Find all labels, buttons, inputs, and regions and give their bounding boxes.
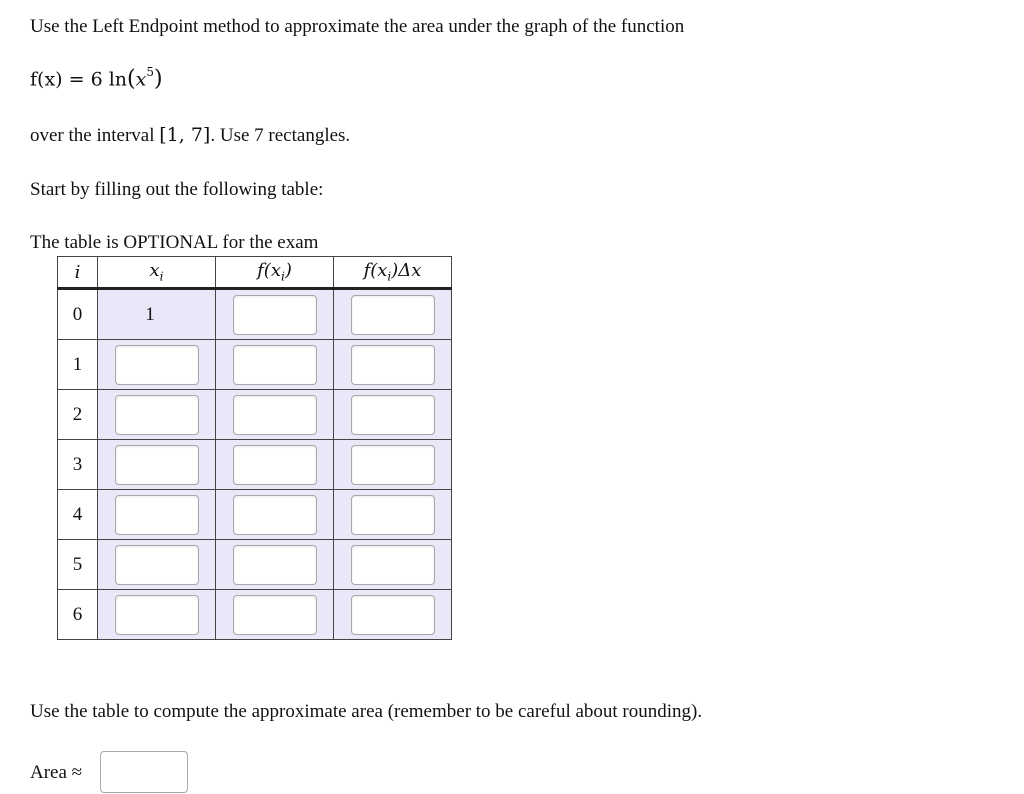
header-i: i (58, 257, 98, 289)
x-input-4[interactable] (115, 495, 199, 535)
table-instruction: Start by filling out the following table: (30, 179, 324, 200)
row-index: 3 (58, 440, 98, 490)
fdx-input-1[interactable] (351, 345, 435, 385)
x0-value: 1 (145, 303, 155, 325)
fx-input-5[interactable] (233, 545, 317, 585)
interval-statement (30, 126, 350, 145)
x-input-2[interactable] (115, 395, 199, 435)
interval-value: [1, 7] (159, 124, 211, 146)
x-input-6[interactable] (115, 595, 199, 635)
function-lhs: f(x) = 6 ln (30, 68, 128, 91)
table-row (58, 490, 452, 540)
function-base: x (135, 68, 147, 91)
header-fxi-dx: $f(x_i)\Delta x$ (334, 257, 452, 289)
function-definition: f(x) = 6 $\ln(x^5)$ (30, 65, 163, 92)
fx-input-4[interactable] (233, 495, 317, 535)
problem-intro: Use the Left Endpoint method to approximate the area under the graph of the function (30, 16, 685, 37)
area-label: Area ≈ (30, 762, 83, 783)
fdx-input-2[interactable] (351, 395, 435, 435)
row-index: 6 (58, 590, 98, 640)
fx-input-6[interactable] (233, 595, 317, 635)
area-input[interactable] (100, 751, 188, 793)
fx-input-1[interactable] (233, 345, 317, 385)
interval-suffix: . Use 7 rectangles. (210, 125, 351, 146)
x-input-5[interactable] (115, 545, 199, 585)
function-exponent: 5 (146, 65, 154, 79)
table-row (58, 440, 452, 490)
header-fxi: $f(x_i)$ (216, 257, 334, 289)
table-note: The table is OPTIONAL for the exam (30, 232, 319, 253)
compute-instruction: Use the table to compute the approximate area (remember to be careful about rounding). (30, 701, 703, 722)
fdx-input-6[interactable] (351, 595, 435, 635)
table-row (58, 289, 452, 340)
header-xi: $x_i$ (98, 257, 216, 289)
fdx-input-0[interactable] (351, 295, 435, 335)
row-index: 5 (58, 540, 98, 590)
x-input-3[interactable] (115, 445, 199, 485)
x-input-1[interactable] (115, 345, 199, 385)
fdx-input-4[interactable] (351, 495, 435, 535)
fx-input-3[interactable] (233, 445, 317, 485)
table-row (58, 540, 452, 590)
table-row (58, 340, 452, 390)
x0-value-cell (98, 289, 216, 340)
fx-input-0[interactable] (233, 295, 317, 335)
riemann-table (57, 256, 452, 640)
table-header-row (58, 257, 452, 289)
row-index: 4 (58, 490, 98, 540)
interval-prefix: over the interval (30, 125, 155, 146)
table-row (58, 390, 452, 440)
fx-input-2[interactable] (233, 395, 317, 435)
row-index: 0 (58, 289, 98, 340)
fdx-input-3[interactable] (351, 445, 435, 485)
table-row (58, 590, 452, 640)
row-index: 1 (58, 340, 98, 390)
fdx-input-5[interactable] (351, 545, 435, 585)
row-index: 2 (58, 390, 98, 440)
